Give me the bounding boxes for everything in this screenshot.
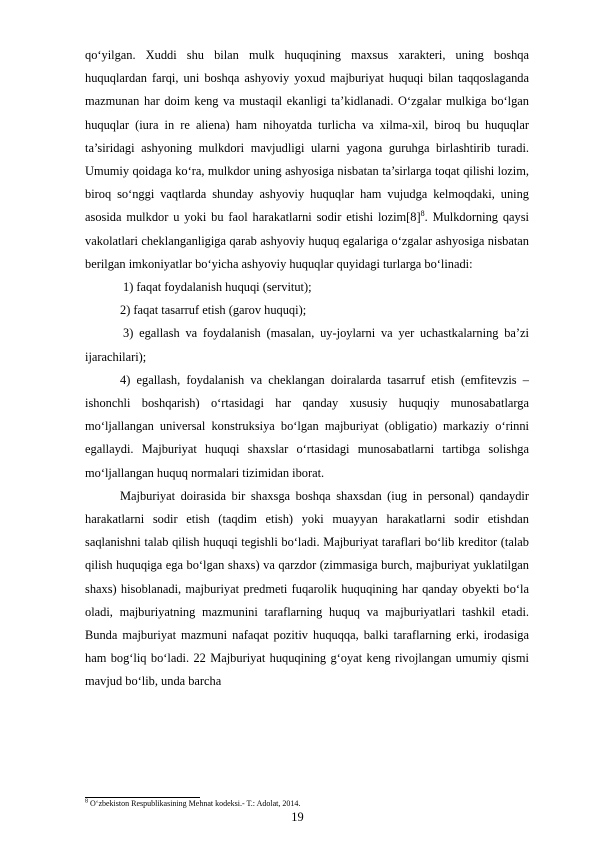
list-item-3: 3) egallash va foydalanish (masalan, uy-joylarni va yer uchastkalarning ba’zi ijarachilari);	[85, 326, 529, 364]
paragraph-majburiyat: Majburiyat doirasida bir shaxsga boshqa shaxsdan (iug in personal) qandaydir harakatlarni sodir etish (taqdim etish) yoki muayyan harakatlarni sodir etishdan saqlanishni talab qilish huquqi tegishli bo‘ladi. Majburiyat taraflari bo‘lib kreditor (talab qilish huquqiga ega bo‘lgan shaxs) va qarzdor (zimmasiga burch, majburiyat yuklatilgan shaxs) hisoblanadi, majburiyat predmeti fuqarolik huquqining har qanday obyekti bo‘la oladi, majburiyatning mazmunini taraflarning huquq va majburiyatlari tashkil etadi. Bunda majburiyat mazmuni nafaqat pozitiv huquqqa, balki taraflarning erki, irodasiga ham bog‘liq bo‘ladi. 22 Majburiyat huquqining g‘oyat keng rivojlangan umumiy qismi mavjud bo‘lib, unda barcha	[85, 488, 529, 689]
paragraph-text-tail: . Mulkdorning qaysi vakolatlari cheklanganligiga qarab ashyoviy huquq egalariga o‘zgalar ashyosiga nisbatan berilgan imkoniyatlar bo‘yicha ashyoviy huquqlar quyidagi turlarga bo‘linadi:	[85, 210, 529, 271]
page-number: 19	[291, 810, 304, 824]
list-item-4: 4) egallash, foydalanish va cheklangan doiralarda tasarruf etish (emfitevzis – ishonchli boshqarish) o‘rtasidagi har qanday xususiy huquqiy munosabatlarga mo‘ljallangan universal konstruksiya bo‘lgan majburiyat (obligatio) markaziy o‘rinni egallaydi. Majburiyat huquqi shaxslar o‘rtasidagi munosabatlarni tartibga solishga mo‘ljallangan huquq normalari tizimidan iborat.	[85, 372, 529, 480]
paragraph-continuation	[85, 44, 529, 276]
list-item-1: 1) faqat foydalanish huquqi (servitut);	[123, 280, 312, 295]
body-text	[85, 44, 529, 694]
footnote-marker: 8	[85, 798, 88, 805]
list-item-2: 2) faqat tasarruf etish (garov huquqi);	[120, 303, 307, 318]
footnote-reference[interactable]: 8	[420, 209, 425, 219]
paragraph-text: qo‘yilgan. Xuddi shu bilan mulk huquqining maxsus xarakteri, uning boshqa huquqlardan farqi, uni boshqa ashyoviy yoxud majburiyat huquqi bilan taqqoslaganda mazmunan har doim keng va mustaqil ekanligi ta’kidlanadi. O‘zgalar mulkiga bo‘lgan huquqlar (iura in re aliena) ham nihoyatda turlicha va xilma-xil, biroq bu huquqlar ta’siridagi ashyoning mulkdori mavjudligi ularni yagona guruhga birlashtirib turadi. Umumiy qoidaga ko‘ra, mulkdor uning ashyosiga nisbatan ta’sirlarga toqat qilishi lozim, biroq so‘nggi vaqtlarda shunday ashyoviy huquqlar ham vujudga kelmoqdaki, uning asosida mulkdor u yoki bu faol harakatlarni sodir etishi lozim[8]	[85, 48, 529, 225]
footnote	[85, 799, 300, 809]
footnote-text: O‘zbekiston Respublikasining Mehnat kodeksi.- T.: Adolat, 2014.	[88, 799, 301, 808]
footnote-divider	[85, 797, 200, 798]
